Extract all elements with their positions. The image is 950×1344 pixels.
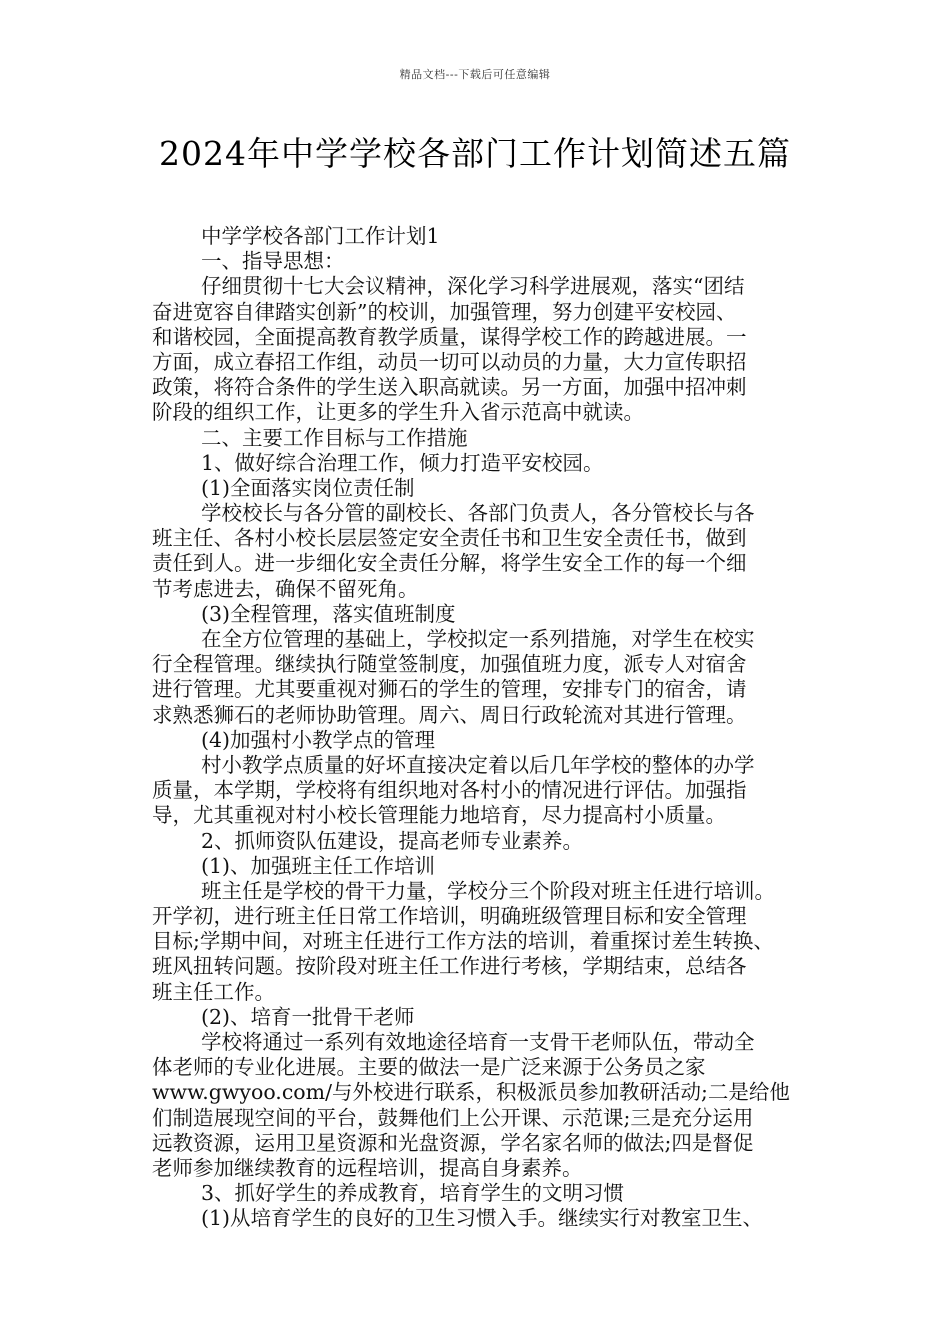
text-line: 学校校长与各分管的副校长、各部门负责人，各分管校长与各 xyxy=(201,501,755,526)
text-line: 体老师的专业化进展。主要的做法一是广泛来源于公务员之家 xyxy=(152,1055,706,1080)
text-line: 村小教学点质量的好坏直接决定着以后几年学校的整体的办学 xyxy=(201,752,755,777)
text-line: 导，尤其重视对村小校长管理能力地培育，尽力提高村小质量。 xyxy=(152,803,726,828)
text-line: 班主任是学校的骨干力量，学校分三个阶段对班主任进行培训。 xyxy=(201,878,775,903)
document-body xyxy=(152,224,812,1232)
text-line: 远教资源，运用卫星资源和光盘资源，学名家名师的做法;四是督促 xyxy=(152,1130,754,1155)
text-line: 目标;学期中间，对班主任进行工作方法的培训，着重探讨差生转换、 xyxy=(152,929,774,954)
text-line: 二、主要工作目标与工作措施 xyxy=(201,425,468,450)
text-line: 班主任工作。 xyxy=(152,979,275,1004)
text-line: 方面，成立春招工作组，动员一切可以动员的力量，大力宣传职招 xyxy=(152,349,747,374)
text-line: 政策，将符合条件的学生送入职高就读。另一方面，加强中招冲刺 xyxy=(152,375,747,400)
text-line: 班风扭转问题。按阶段对班主任工作进行考核，学期结束，总结各 xyxy=(152,954,747,979)
text-line: (3)全程管理，落实值班制度 xyxy=(201,601,456,626)
text-line: 一、指导思想： xyxy=(201,249,345,274)
text-line: (1)全面落实岗位责任制 xyxy=(201,475,415,500)
text-line: 1、做好综合治理工作，倾力打造平安校园。 xyxy=(201,450,604,475)
text-line: 班主任、各村小校长层层签定安全责任书和卫生安全责任书，做到 xyxy=(152,526,747,551)
text-line: 们制造展现空间的平台，鼓舞他们上公开课、示范课;三是充分运用 xyxy=(152,1105,754,1130)
text-line: 中学学校各部门工作计划1 xyxy=(201,224,440,248)
text-line: 2、抓师资队伍建设，提高老师专业素养。 xyxy=(201,828,584,853)
text-line: (1)从培育学生的良好的卫生习惯入手。继续实行对教室卫生、 xyxy=(201,1206,764,1231)
text-line: (2)、培育一批骨干老师 xyxy=(201,1004,415,1029)
text-line: (1)、加强班主任工作培训 xyxy=(201,853,436,878)
text-line: 行全程管理。继续执行随堂签制度，加强值班力度，派专人对宿舍 xyxy=(152,652,747,677)
text-line: 节考虑进去，确保不留死角。 xyxy=(152,576,419,601)
text-line: 在全方位管理的基础上，学校拟定一系列措施，对学生在校实 xyxy=(201,627,755,651)
text-line: 开学初，进行班主任日常工作培训，明确班级管理目标和安全管理 xyxy=(152,904,747,929)
text-line: 进行管理。尤其要重视对狮石的学生的管理，安排专门的宿舍，请 xyxy=(152,677,747,702)
text-line: 责任到人。进一步细化安全责任分解，将学生安全工作的每一个细 xyxy=(152,551,747,576)
document-title: 2024年中学学校各部门工作计划简述五篇 xyxy=(159,134,791,173)
text-line: 质量，本学期，学校将有组织地对各村小的情况进行评估。加强指 xyxy=(152,778,747,803)
text-line: 阶段的组织工作，让更多的学生升入省示范高中就读。 xyxy=(152,400,644,425)
header-note: 精品文档---下载后可任意编辑 xyxy=(399,68,551,81)
text-line: www.gwyoo.com/与外校进行联系，积极派员参加教研活动;二是给他 xyxy=(152,1080,790,1105)
text-line: 老师参加继续教育的远程培训，提高自身素养。 xyxy=(152,1155,583,1180)
text-line: 学校将通过一系列有效地途径培育一支骨干老师队伍，带动全 xyxy=(201,1030,755,1054)
text-line: 和谐校园，全面提高教育教学质量，谋得学校工作的跨越进展。一 xyxy=(152,324,747,349)
text-line: 奋进宽容自律踏实创新”的校训，加强管理，努力创建平安校园、 xyxy=(152,299,737,324)
text-line: 3、抓好学生的养成教育，培育学生的文明习惯 xyxy=(201,1181,625,1206)
text-line: (4)加强村小教学点的管理 xyxy=(201,727,436,752)
text-line: 求熟悉狮石的老师协助管理。周六、周日行政轮流对其进行管理。 xyxy=(152,702,747,727)
text-line: 仔细贯彻十七大会议精神，深化学习科学进展观，落实“团结 xyxy=(201,274,745,299)
